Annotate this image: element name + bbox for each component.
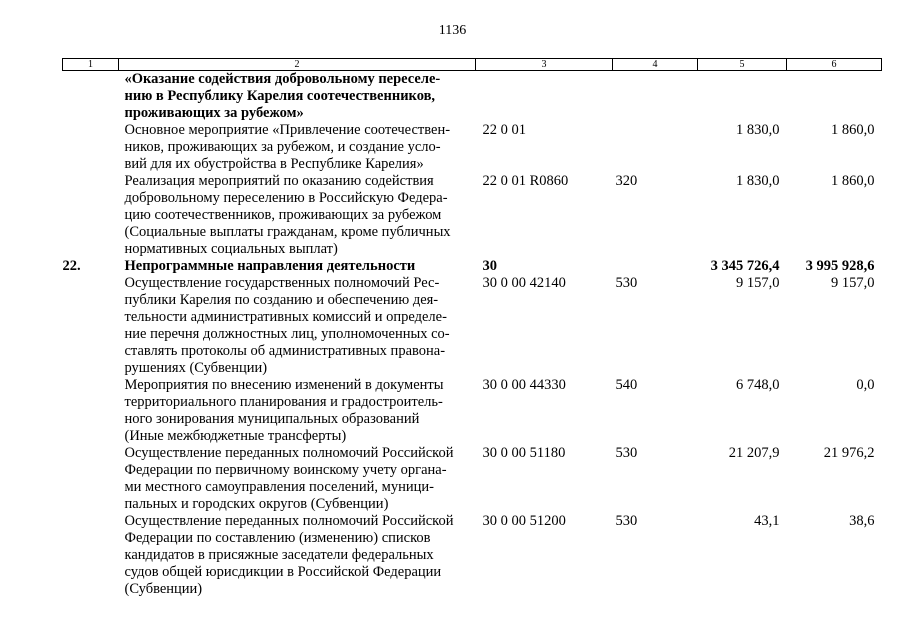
row-value-col6 (787, 71, 882, 123)
row-code: 30 0 00 51200 (482, 513, 566, 529)
column-header-4: 4 (613, 59, 698, 71)
row-name-line: Федерации по составлению (изменению) списков (124, 530, 431, 546)
row-name-line: территориального планирования и градостроитель- (124, 394, 443, 410)
row-name-line: ми местного самоуправления поселений, муници- (124, 479, 434, 495)
row-name-line: Реализация мероприятий по оказанию содействия (124, 173, 434, 189)
row-name-line: кандидатов в присяжные заседатели федеральных (124, 547, 434, 563)
row-index (63, 445, 119, 513)
row-index (63, 377, 119, 445)
row-value-col6: 0,0 (856, 377, 875, 393)
table-body (63, 71, 882, 599)
row-value-col5: 3 345 726,4 (710, 258, 780, 274)
row-name (119, 173, 476, 258)
row-index (63, 275, 119, 377)
row-name-line: Основное мероприятие «Привлечение соотечествен- (124, 122, 451, 138)
row-value-col6: 21 976,2 (823, 445, 875, 461)
column-header-3: 3 (476, 59, 613, 71)
row-name-line: (Иные межбюджетные трансферты) (124, 428, 347, 444)
row-name-line: пальных и городских округов (Субвенции) (124, 496, 389, 512)
row-value-col5: 1 830,0 (736, 122, 780, 138)
table-row (63, 71, 882, 123)
row-name-line: Осуществление переданных полномочий Российской (124, 513, 454, 529)
row-name-line: ного зонирования муниципальных образований (124, 411, 420, 427)
row-value-col5: 21 207,9 (728, 445, 780, 461)
row-value-col5: 9 157,0 (736, 275, 780, 291)
row-expense-type: 320 (615, 173, 638, 189)
row-name-line: Федерации по первичному воинскому учету органа- (124, 462, 447, 478)
row-name-line: вий для их обустройства в Республике Карелия» (124, 156, 424, 172)
row-expense-type: 530 (615, 513, 638, 529)
row-name-line: «Оказание содействия добровольному переселе- (124, 71, 441, 87)
table-row (63, 173, 882, 258)
table-row (63, 122, 882, 173)
row-name-line: цию соотечественников, проживающих за рубежом (124, 207, 442, 223)
row-value-col5: 43,1 (754, 513, 780, 529)
row-value-col5 (698, 71, 787, 123)
row-value-col6: 9 157,0 (831, 275, 875, 291)
row-value-col6: 38,6 (849, 513, 875, 529)
row-code: 22 0 01 R0860 (482, 173, 569, 189)
row-code: 30 0 00 51180 (482, 445, 566, 461)
row-value-col5: 1 830,0 (736, 173, 780, 189)
row-value-col6: 1 860,0 (831, 173, 875, 189)
row-name (119, 377, 476, 445)
row-expense-type: 530 (615, 275, 638, 291)
row-name (119, 71, 476, 123)
page-number: 1136 (438, 23, 467, 38)
row-index: 22. (62, 258, 81, 274)
row-name-line: проживающих за рубежом» (124, 105, 304, 121)
row-name-line: нормативных социальных выплат) (124, 241, 338, 257)
row-name (119, 445, 476, 513)
table-row (63, 513, 882, 598)
row-value-col5: 6 748,0 (736, 377, 780, 393)
row-name-line: тельности административных комиссий и определе- (124, 309, 447, 325)
row-code: 30 0 00 42140 (482, 275, 566, 291)
row-name-line: судов общей юрисдикции в Российской Федерации (124, 564, 442, 580)
row-name-line: ставлять протоколы об административных правона- (124, 343, 446, 359)
row-name-line: ников, проживающих за рубежом, и создание усло- (124, 139, 441, 155)
row-name-line: Мероприятия по внесению изменений в документы (124, 377, 444, 393)
row-code: 30 0 00 44330 (482, 377, 566, 393)
row-name (119, 513, 476, 598)
budget-table (62, 58, 882, 598)
row-expense-type (613, 122, 698, 173)
column-header-6: 6 (787, 59, 882, 71)
row-name-line: нию в Республику Карелия соотечественников, (124, 88, 436, 104)
row-code: 22 0 01 (482, 122, 526, 138)
row-index (63, 513, 119, 598)
table-header (63, 59, 882, 71)
row-expense-type: 540 (615, 377, 638, 393)
row-name (119, 122, 476, 173)
row-code: 30 (482, 258, 497, 274)
row-name-line: Осуществление переданных полномочий Российской (124, 445, 454, 461)
row-name (119, 275, 476, 377)
header-row (63, 59, 882, 71)
row-value-col6: 3 995 928,6 (805, 258, 875, 274)
row-index (63, 71, 119, 123)
row-value-col6: 1 860,0 (831, 122, 875, 138)
row-name-line: Осуществление государственных полномочий Рес- (124, 275, 440, 291)
row-name-line: ние перечня должностных лиц, уполномоченных со- (124, 326, 450, 342)
row-name-line: (Субвенции) (124, 581, 203, 597)
row-index (63, 122, 119, 173)
column-header-1: 1 (63, 59, 119, 71)
column-header-5: 5 (698, 59, 787, 71)
row-name-line: публики Карелия по созданию и обеспечению дея- (124, 292, 439, 308)
row-name-line: добровольному переселению в Российскую Федера- (124, 190, 448, 206)
table-row (63, 445, 882, 513)
row-expense-type: 530 (615, 445, 638, 461)
row-name-line: (Социальные выплаты гражданам, кроме публичных (124, 224, 451, 240)
row-index (63, 173, 119, 258)
table-row (63, 275, 882, 377)
column-header-2: 2 (119, 59, 476, 71)
row-name (119, 258, 476, 275)
table-row (63, 377, 882, 445)
row-code (476, 71, 613, 123)
row-name-line: Непрограммные направления деятельности (124, 258, 416, 274)
row-name-line: рушениях (Субвенции) (124, 360, 268, 376)
row-expense-type (613, 71, 698, 123)
table-row (63, 258, 882, 275)
row-expense-type (613, 258, 698, 275)
